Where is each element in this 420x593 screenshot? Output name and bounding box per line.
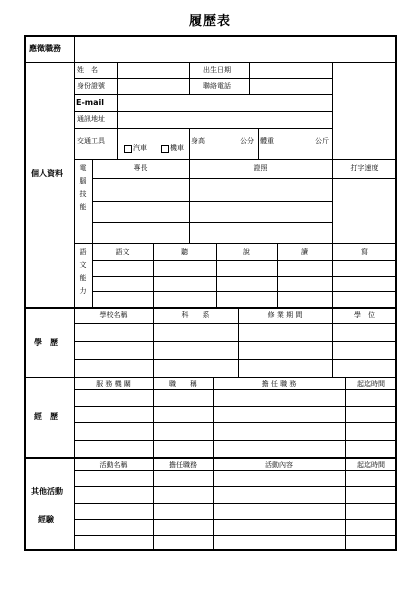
height-unit: 公分 bbox=[240, 137, 254, 145]
typing-header: 打字速度 bbox=[350, 164, 379, 172]
activities-section-label-1: 其他活動 bbox=[31, 487, 63, 496]
weight-label: 體重 bbox=[260, 137, 274, 145]
phone-label: 聯絡電話 bbox=[203, 82, 231, 90]
lang-col-listen: 聽 bbox=[181, 248, 188, 256]
exp-col-org: 服 務 機 關 bbox=[96, 380, 131, 388]
edu-col-degree: 學 位 bbox=[354, 311, 375, 319]
moto-checkbox[interactable] bbox=[161, 145, 169, 153]
education-section-label: 學 歷 bbox=[34, 338, 58, 347]
address-label: 通訊地址 bbox=[77, 115, 105, 123]
license-header: 證照 bbox=[253, 164, 268, 172]
specialty-header: 專長 bbox=[133, 164, 148, 172]
act-col-content: 活動內容 bbox=[265, 461, 293, 469]
position-field[interactable] bbox=[76, 37, 394, 61]
edu-col-school: 學校名稱 bbox=[99, 311, 128, 319]
edu-col-dept: 科 系 bbox=[181, 311, 210, 319]
lang-col-speak: 說 bbox=[243, 248, 250, 256]
activities-section-label-2: 經驗 bbox=[38, 515, 54, 524]
exp-col-duty: 擔 任 職 務 bbox=[261, 380, 297, 388]
exp-col-time: 起迄時間 bbox=[357, 380, 385, 388]
exp-col-title: 職 稱 bbox=[169, 380, 197, 388]
lang-col-read: 讀 bbox=[301, 248, 308, 256]
car-label: 汽車 bbox=[133, 144, 147, 152]
car-checkbox[interactable] bbox=[124, 145, 132, 153]
moto-label: 機車 bbox=[170, 144, 184, 152]
page-title: 履歷表 bbox=[188, 14, 231, 29]
act-col-time: 起迄時間 bbox=[357, 461, 385, 469]
name-label: 姓 名 bbox=[77, 66, 98, 74]
lang-col-write: 寫 bbox=[361, 248, 368, 256]
edu-col-period: 修 業 期 間 bbox=[267, 311, 303, 319]
act-col-name: 活動名稱 bbox=[99, 461, 128, 469]
birth-label: 出生日期 bbox=[203, 66, 231, 74]
experience-section-label: 經 歷 bbox=[34, 412, 58, 421]
email-label: E-mail bbox=[76, 98, 105, 107]
height-label: 身高 bbox=[191, 137, 205, 145]
position-label: 應徵職務 bbox=[29, 44, 61, 53]
computer-skills-label: 電 腦 技 能 bbox=[79, 164, 87, 211]
id-label: 身份證號 bbox=[77, 82, 105, 90]
act-col-role: 擔任職務 bbox=[169, 461, 197, 469]
weight-unit: 公斤 bbox=[315, 137, 329, 145]
personal-section-label: 個人資料 bbox=[31, 169, 63, 178]
language-label: 語 文 能 力 bbox=[79, 248, 87, 295]
lang-col-language: 語文 bbox=[115, 248, 130, 256]
transport-label: 交通工具 bbox=[77, 137, 105, 145]
